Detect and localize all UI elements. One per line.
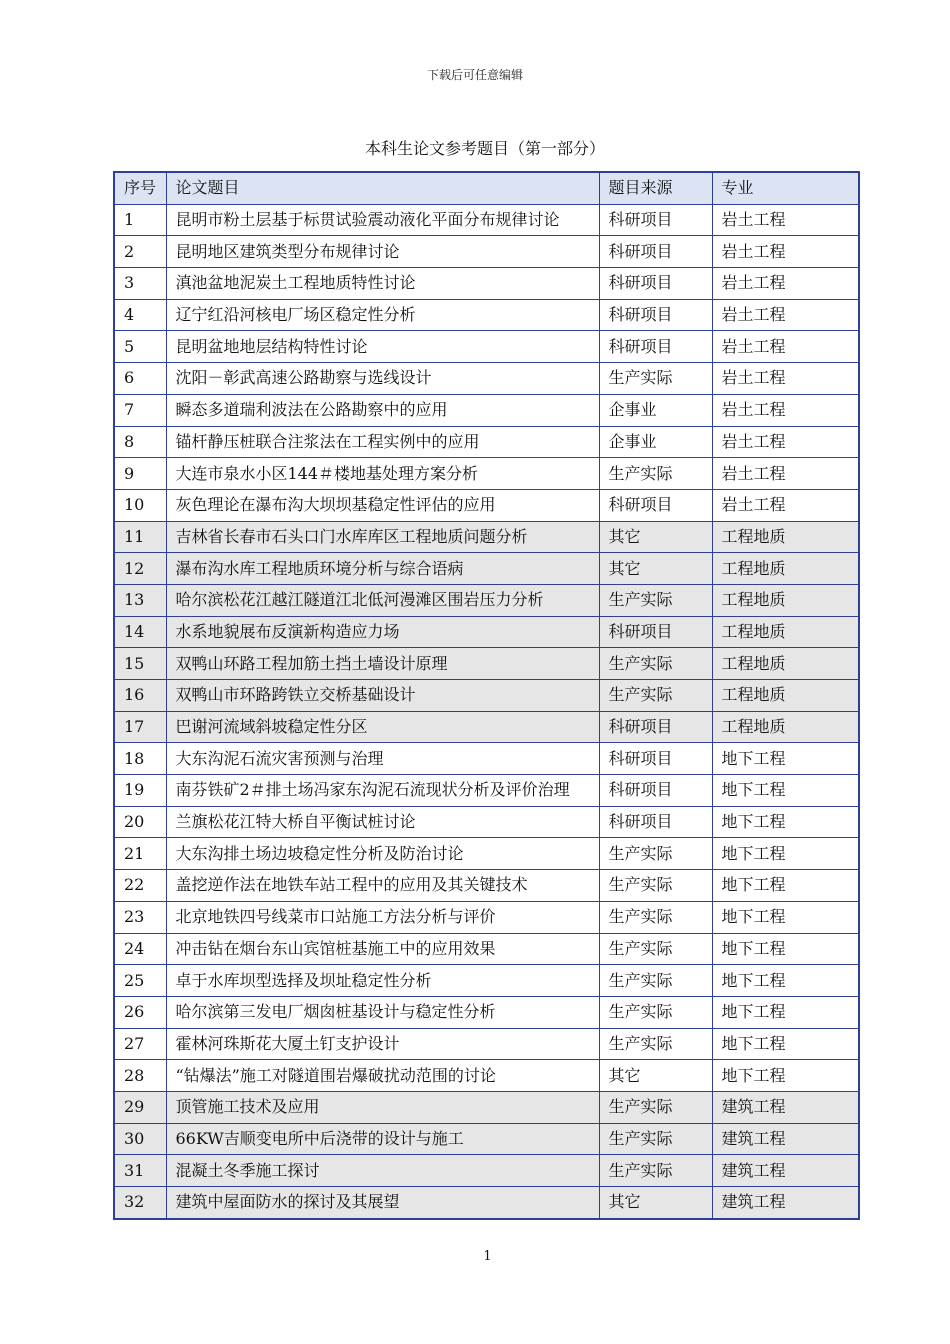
topic-source-cell: 生产实际	[599, 584, 712, 616]
major-cell: 岩土工程	[712, 394, 859, 426]
table-row	[114, 204, 859, 236]
row-number-cell: 3	[114, 268, 166, 300]
topic-title-cell: 辽宁红沿河核电厂场区稳定性分析	[166, 299, 599, 331]
topic-source-cell: 科研项目	[599, 711, 712, 743]
table-row	[114, 236, 859, 268]
table-row	[114, 1123, 859, 1155]
topic-source-cell: 科研项目	[599, 616, 712, 648]
topic-source-cell: 生产实际	[599, 933, 712, 965]
topic-title-cell: 灰色理论在瀑布沟大坝坝基稳定性评估的应用	[166, 489, 599, 521]
topic-source-cell: 生产实际	[599, 1123, 712, 1155]
major-cell: 地下工程	[712, 1028, 859, 1060]
topic-source-cell: 其它	[599, 521, 712, 553]
row-number-cell: 20	[114, 806, 166, 838]
major-cell: 岩土工程	[712, 299, 859, 331]
topic-title-cell: 昆明市粉土层基于标贯试验震动液化平面分布规律讨论	[166, 204, 599, 236]
table-row	[114, 1060, 859, 1092]
row-number-cell: 10	[114, 489, 166, 521]
row-number-cell: 30	[114, 1123, 166, 1155]
row-number-cell: 14	[114, 616, 166, 648]
major-cell: 岩土工程	[712, 458, 859, 490]
topic-source-cell: 生产实际	[599, 1028, 712, 1060]
topic-source-cell: 生产实际	[599, 838, 712, 870]
topic-source-cell: 科研项目	[599, 806, 712, 838]
row-number-cell: 26	[114, 996, 166, 1028]
major-cell: 建筑工程	[712, 1123, 859, 1155]
topic-source-cell: 科研项目	[599, 331, 712, 363]
row-number-cell: 23	[114, 901, 166, 933]
row-number-cell: 29	[114, 1091, 166, 1123]
table-row	[114, 870, 859, 902]
row-number-cell: 11	[114, 521, 166, 553]
major-cell: 工程地质	[712, 553, 859, 585]
row-number-cell: 31	[114, 1155, 166, 1187]
major-cell: 岩土工程	[712, 331, 859, 363]
table-row	[114, 363, 859, 395]
topic-source-cell: 生产实际	[599, 458, 712, 490]
topic-title-cell: 巴谢河流域斜坡稳定性分区	[166, 711, 599, 743]
row-number-cell: 8	[114, 426, 166, 458]
topic-title-cell: 混凝土冬季施工探讨	[166, 1155, 599, 1187]
table-row	[114, 775, 859, 807]
topic-title-cell: 盖挖逆作法在地铁车站工程中的应用及其关键技术	[166, 870, 599, 902]
major-cell: 地下工程	[712, 1060, 859, 1092]
topic-title-cell: 昆明地区建筑类型分布规律讨论	[166, 236, 599, 268]
table-row	[114, 933, 859, 965]
topic-source-cell: 科研项目	[599, 489, 712, 521]
major-cell: 岩土工程	[712, 363, 859, 395]
table-row	[114, 711, 859, 743]
row-number-cell: 15	[114, 648, 166, 680]
major-cell: 地下工程	[712, 901, 859, 933]
topic-title-cell: 滇池盆地泥炭土工程地质特性讨论	[166, 268, 599, 300]
table-row	[114, 268, 859, 300]
topic-source-cell: 生产实际	[599, 901, 712, 933]
table-row	[114, 426, 859, 458]
row-number-cell: 7	[114, 394, 166, 426]
major-cell: 建筑工程	[712, 1187, 859, 1219]
table-row	[114, 489, 859, 521]
topic-title-cell: 冲击钻在烟台东山宾馆桩基施工中的应用效果	[166, 933, 599, 965]
topic-title-cell: 66KW吉顺变电所中后浇带的设计与施工	[166, 1123, 599, 1155]
major-cell: 地下工程	[712, 806, 859, 838]
topic-source-cell: 科研项目	[599, 204, 712, 236]
row-number-cell: 9	[114, 458, 166, 490]
major-cell: 岩土工程	[712, 236, 859, 268]
topic-title-cell: 哈尔滨松花江越江隧道江北低河漫滩区围岩压力分析	[166, 584, 599, 616]
topic-source-cell: 生产实际	[599, 648, 712, 680]
row-number-cell: 2	[114, 236, 166, 268]
major-cell: 岩土工程	[712, 489, 859, 521]
row-number-cell: 25	[114, 965, 166, 997]
thesis-topics-table	[113, 171, 860, 1220]
table-row	[114, 965, 859, 997]
table-row	[114, 299, 859, 331]
topic-source-cell: 生产实际	[599, 996, 712, 1028]
table-body	[114, 204, 859, 1219]
topic-title-cell: 霍林河珠斯花大厦土钉支护设计	[166, 1028, 599, 1060]
topic-title-cell: 大东沟泥石流灾害预测与治理	[166, 743, 599, 775]
row-number-cell: 17	[114, 711, 166, 743]
table-row	[114, 806, 859, 838]
topic-source-cell: 其它	[599, 1187, 712, 1219]
topic-title-cell: 顶管施工技术及应用	[166, 1091, 599, 1123]
table-row	[114, 458, 859, 490]
row-number-cell: 22	[114, 870, 166, 902]
document-title: 本科生论文参考题目（第一部分）	[364, 139, 605, 158]
row-number-cell: 6	[114, 363, 166, 395]
row-number-cell: 5	[114, 331, 166, 363]
topic-title-cell: 锚杆静压桩联合注浆法在工程实例中的应用	[166, 426, 599, 458]
table-row	[114, 394, 859, 426]
header-note: 下载后可任意编辑	[426, 68, 523, 82]
topic-source-cell: 科研项目	[599, 268, 712, 300]
topic-title-cell: 瀑布沟水库工程地质环境分析与综合语病	[166, 553, 599, 585]
topic-title-cell: 双鸭山市环路跨铁立交桥基础设计	[166, 680, 599, 712]
table-row	[114, 996, 859, 1028]
topic-source-cell: 企事业	[599, 426, 712, 458]
topic-title-cell: 沈阳－彰武高速公路勘察与选线设计	[166, 363, 599, 395]
topic-source-cell: 其它	[599, 553, 712, 585]
major-cell: 地下工程	[712, 775, 859, 807]
major-cell: 岩土工程	[712, 426, 859, 458]
major-cell: 工程地质	[712, 616, 859, 648]
topic-title-cell: 双鸭山环路工程加筋土挡土墙设计原理	[166, 648, 599, 680]
major-cell: 岩土工程	[712, 204, 859, 236]
table-row	[114, 616, 859, 648]
major-cell: 工程地质	[712, 521, 859, 553]
row-number-cell: 16	[114, 680, 166, 712]
topic-source-cell: 企事业	[599, 394, 712, 426]
topic-title-cell: 兰旗松花江特大桥自平衡试桩讨论	[166, 806, 599, 838]
table-row	[114, 838, 859, 870]
topic-source-cell: 科研项目	[599, 775, 712, 807]
topic-title-cell: 卓于水库坝型选择及坝址稳定性分析	[166, 965, 599, 997]
table-row	[114, 331, 859, 363]
table-row	[114, 1028, 859, 1060]
major-cell: 地下工程	[712, 838, 859, 870]
topic-title-cell: 哈尔滨第三发电厂烟囱桩基设计与稳定性分析	[166, 996, 599, 1028]
row-number-cell: 13	[114, 584, 166, 616]
row-number-cell: 27	[114, 1028, 166, 1060]
column-header-source: 题目来源	[599, 172, 712, 204]
row-number-cell: 12	[114, 553, 166, 585]
major-cell: 工程地质	[712, 711, 859, 743]
row-number-cell: 21	[114, 838, 166, 870]
row-number-cell: 19	[114, 775, 166, 807]
column-header-title: 论文题目	[166, 172, 599, 204]
table-row	[114, 901, 859, 933]
major-cell: 地下工程	[712, 743, 859, 775]
topic-source-cell: 生产实际	[599, 870, 712, 902]
table-row	[114, 648, 859, 680]
row-number-cell: 32	[114, 1187, 166, 1219]
major-cell: 地下工程	[712, 870, 859, 902]
topic-source-cell: 生产实际	[599, 363, 712, 395]
row-number-cell: 4	[114, 299, 166, 331]
topic-source-cell: 生产实际	[599, 1155, 712, 1187]
topic-title-cell: 瞬态多道瑞利波法在公路勘察中的应用	[166, 394, 599, 426]
major-cell: 工程地质	[712, 648, 859, 680]
topic-source-cell: 其它	[599, 1060, 712, 1092]
table-row	[114, 1187, 859, 1219]
table-row	[114, 584, 859, 616]
major-cell: 建筑工程	[712, 1091, 859, 1123]
topic-source-cell: 生产实际	[599, 965, 712, 997]
topic-source-cell: 生产实际	[599, 680, 712, 712]
table-header-row	[114, 172, 859, 204]
topic-title-cell: 南芬铁矿2＃排土场冯家东沟泥石流现状分析及评价治理	[166, 775, 599, 807]
topic-source-cell: 生产实际	[599, 1091, 712, 1123]
table-row	[114, 521, 859, 553]
topic-title-cell: 北京地铁四号线菜市口站施工方法分析与评价	[166, 901, 599, 933]
topic-source-cell: 科研项目	[599, 299, 712, 331]
row-number-cell: 18	[114, 743, 166, 775]
table-row	[114, 1091, 859, 1123]
major-cell: 地下工程	[712, 965, 859, 997]
major-cell: 工程地质	[712, 584, 859, 616]
page-number: 1	[483, 1249, 492, 1264]
column-header-number: 序号	[114, 172, 166, 204]
topic-title-cell: 大东沟排土场边坡稳定性分析及防治讨论	[166, 838, 599, 870]
topic-title-cell: 水系地貌展布反演新构造应力场	[166, 616, 599, 648]
major-cell: 地下工程	[712, 996, 859, 1028]
major-cell: 岩土工程	[712, 268, 859, 300]
topic-title-cell: 大连市泉水小区144＃楼地基处理方案分析	[166, 458, 599, 490]
topic-title-cell: 吉林省长春市石头口门水库库区工程地质问题分析	[166, 521, 599, 553]
column-header-major: 专业	[712, 172, 859, 204]
table-row	[114, 1155, 859, 1187]
table-row	[114, 743, 859, 775]
table-row	[114, 680, 859, 712]
major-cell: 工程地质	[712, 680, 859, 712]
topic-title-cell: 建筑中屋面防水的探讨及其展望	[166, 1187, 599, 1219]
topic-title-cell: “钻爆法”施工对隧道围岩爆破扰动范围的讨论	[166, 1060, 599, 1092]
topic-source-cell: 科研项目	[599, 236, 712, 268]
major-cell: 地下工程	[712, 933, 859, 965]
topic-title-cell: 昆明盆地地层结构特性讨论	[166, 331, 599, 363]
row-number-cell: 24	[114, 933, 166, 965]
topic-source-cell: 科研项目	[599, 743, 712, 775]
table-row	[114, 553, 859, 585]
row-number-cell: 28	[114, 1060, 166, 1092]
row-number-cell: 1	[114, 204, 166, 236]
major-cell: 建筑工程	[712, 1155, 859, 1187]
